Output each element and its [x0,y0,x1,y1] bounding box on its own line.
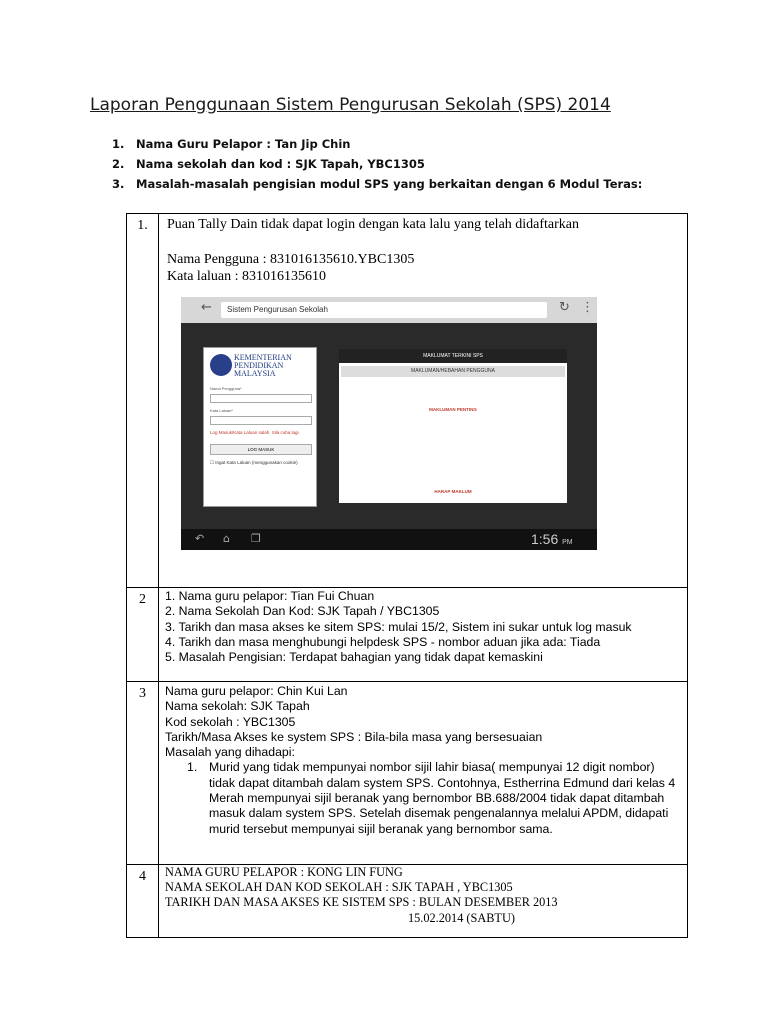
username-label: Nama Pengguna* [210,386,242,391]
row-content [159,214,688,588]
row-number: 1. [127,214,159,588]
row-line: 4. Tarikh dan masa menghubungi helpdesk SPS - nombor aduan jika ada: Tiada [165,634,601,649]
recent-apps-icon: ❐ [251,532,261,545]
report-table [126,213,688,938]
row-line: 3. Tarikh dan masa akses ke sitem SPS: mulai 15/2, Sistem ini sukar untuk log masuk [165,619,632,634]
clock-time: 1:56 [531,531,559,547]
row-line: TARIKH DAN MASA AKSES KE SISTEM SPS : BULAN DESEMBER 2013 [165,895,558,910]
row-line: 2. Nama Sekolah Dan Kod: SJK Tapah / YBC1305 [165,604,440,619]
row-line: 5. Masalah Pengisian: Terdapat bahagian yang tidak dapat kemaskini [165,650,543,665]
announcement-header: MAKLUMAT TERKINI SPS [339,349,567,363]
table-row [127,588,688,682]
notice-heading: MAKLUMAN PENTING [429,407,477,412]
table-row [127,682,688,865]
row-line: Tarikh/Masa Akses ke system SPS : Bila-bila masa yang bersesuaian [165,729,543,744]
password-text: Kata laluan : 831016135610 [167,269,327,284]
list-item-text: Murid yang tidak mempunyai nombor sijil lahir biasa( mempunyai 12 digit nombor) tidak dapat ditambah dalam system SPS. Contohnya, Estherrina Edmund dari kelas 4 Merah mempunyai sijil beranak yang bernombor BB.688/2004 tidak dapat ditambah masuk dalam system SPS. Setelah disemak pengenalannya melalui APDM, didapati murid tersebut mempunyai sijil beranak yang bernombor sama. [209,760,676,836]
login-panel [203,347,317,507]
list-item-number: 1. [187,760,198,775]
info-text: Nama sekolah dan kod : SJK Tapah, YBC1305 [136,157,425,171]
info-number: 3. [112,177,125,191]
remember-label: Ingat Kata Laluan (menggunakan cookie) [215,460,298,465]
back-icon: ← [201,300,212,315]
login-button: LOG MASUK [210,444,312,455]
page-title: Laporan Penggunaan Sistem Pengurusan Sekolah (SPS) 2014 [90,95,611,115]
login-screenshot [181,297,597,550]
table-row [127,865,688,938]
row-line: NAMA SEKOLAH DAN KOD SEKOLAH : SJK TAPAH , YBC1305 [165,880,513,895]
row-number: 3 [127,682,159,865]
credentials [167,251,414,285]
remember-checkbox: ☐ Ingat Kata Laluan (menggunakan cookie) [210,460,298,465]
password-label: Kata Laluan* [210,408,233,413]
row-line: Kod sekolah : YBC1305 [165,714,296,729]
problem-description: Puan Tally Dain tidak dapat login dengan kata lalu yang telah didaftarkan [167,217,580,232]
row-line: Masalah yang dihadapi: [165,745,295,760]
reload-icon: ↻ [559,300,570,315]
username-input [210,394,312,403]
info-number: 2. [112,157,125,171]
menu-icon: ⋮ [581,300,594,315]
login-error: Log Masuk/Kata Laluan salah. Sila cuba lagi. [210,430,300,435]
row-line: 1. Nama guru pelapor: Tian Fui Chuan [165,589,375,603]
ministry-name: KEMENTERIAN PENDIDIKAN MALAYSIA [234,353,292,378]
ministry-logo-icon [210,354,232,376]
browser-toolbar [181,297,597,323]
row-content [159,588,688,682]
row-content [159,865,688,938]
info-number: 1. [112,137,125,151]
row-date: 15.02.2014 (SABTU) [408,910,515,925]
back-nav-icon: ↶ [195,532,205,545]
home-icon: ⌂ [223,532,230,545]
address-bar: Sistem Pengurusan Sekolah [221,302,547,318]
username-text: Nama Pengguna : 831016135610.YBC1305 [167,252,415,267]
announcement-panel [339,349,567,503]
tablet-nav-bar [181,529,597,550]
row-line: Nama guru pelapor: Chin Kui Lan [165,684,348,698]
info-item-school [112,157,425,171]
info-text: Masalah-masalah pengisian modul SPS yang berkaitan dengan 6 Modul Teras: [136,177,643,191]
list-item [165,760,681,836]
row-number: 4 [127,865,159,938]
password-input [210,416,312,425]
info-text: Nama Guru Pelapor : Tan Jip Chin [136,137,351,151]
info-item-reporter [112,137,351,151]
row-line: Nama sekolah: SJK Tapah [165,699,310,714]
table-row [127,214,688,588]
announcement-subheader: MAKLUMAN/HEBAHAN PENGGUNA [341,366,565,377]
notice-harap: HARAP MAKLUM [434,489,472,494]
row-content [159,682,688,865]
status-clock [531,531,573,547]
clock-ampm: PM [562,539,573,546]
row-number: 2 [127,588,159,682]
row-line: NAMA GURU PELAPOR : KONG LIN FUNG [165,865,403,879]
info-item-problems [112,177,642,191]
